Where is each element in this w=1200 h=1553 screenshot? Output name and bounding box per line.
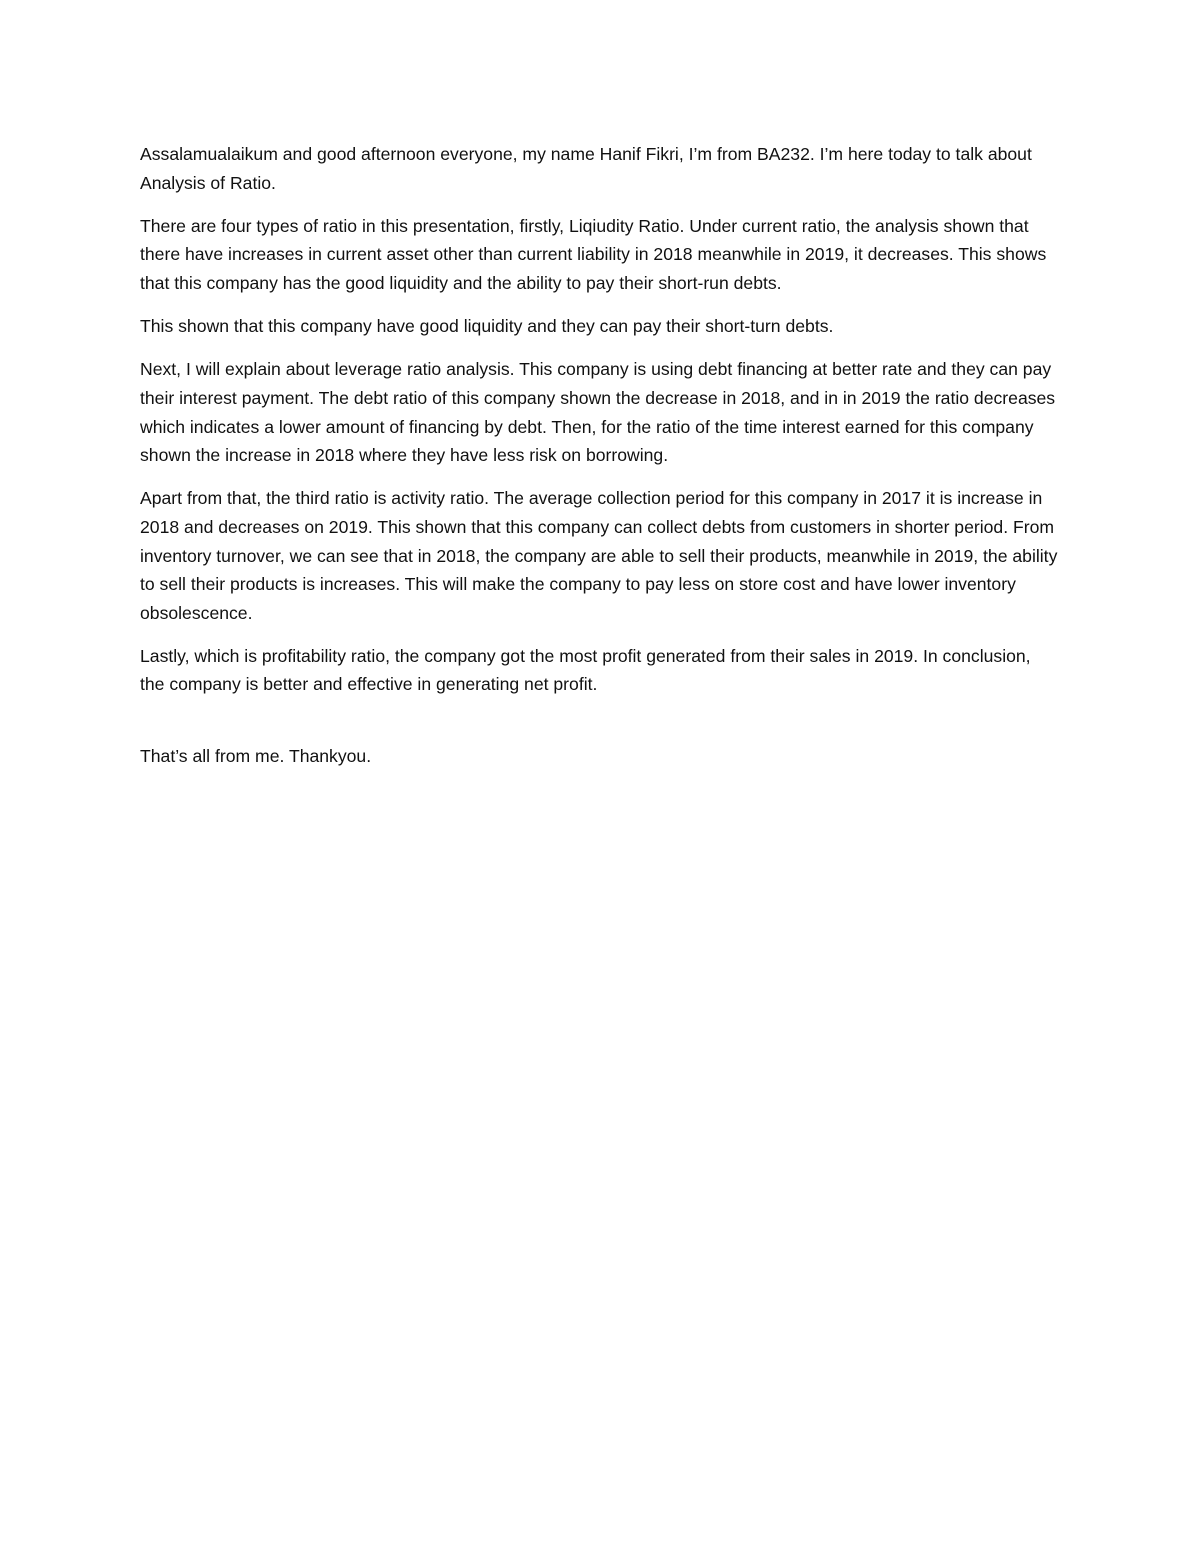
paragraph-activity-ratio: Apart from that, the third ratio is activity ratio. The average collection period for this company in 2017 it is increase in 2018 and decreases on 2019. This shown that this company can collect debts from customers in shorter period. From inventory turnover, we can see that in 2018, the company are able to sell their products, meanwhile in 2019, the ability to sell their products is increases. This will make the company to pay less on store cost and have lower inventory obsolescence.	[140, 488, 1058, 623]
paragraph-leverage-ratio: Next, I will explain about leverage ratio analysis. This company is using debt financing at better rate and they can pay their interest payment. The debt ratio of this company shown the decrease in 2018, and in in 2019 the ratio decreases which indicates a lower amount of financing by debt. Then, for the ratio of the time interest earned for this company shown the increase in 2018 where they have less risk on borrowing.	[140, 359, 1056, 466]
paragraph-profitability-ratio: Lastly, which is profitability ratio, the company got the most profit generated from their sales in 2019. In conclusion, the company is better and effective in generating net profit.	[140, 645, 1031, 695]
paragraph-liquidity-summary: This shown that this company have good liquidity and they can pay their short-turn debts.	[140, 316, 834, 337]
document-body	[140, 140, 1058, 785]
paragraph-introduction: Assalamualaikum and good afternoon everyone, my name Hanif Fikri, I’m from BA232. I’m here today to talk about Analysis of Ratio.	[140, 144, 1032, 193]
paragraph-liquidity-ratio: There are four types of ratio in this presentation, firstly, Liqiudity Ratio. Under current ratio, the analysis shown that there have increases in current asset other than current liability in 2018 meanwhile in 2019, it decreases. This shows that this company has the good liquidity and the ability to pay their short-run debts.	[140, 215, 1047, 293]
paragraph-closing: That’s all from me. Thankyou.	[140, 746, 372, 767]
